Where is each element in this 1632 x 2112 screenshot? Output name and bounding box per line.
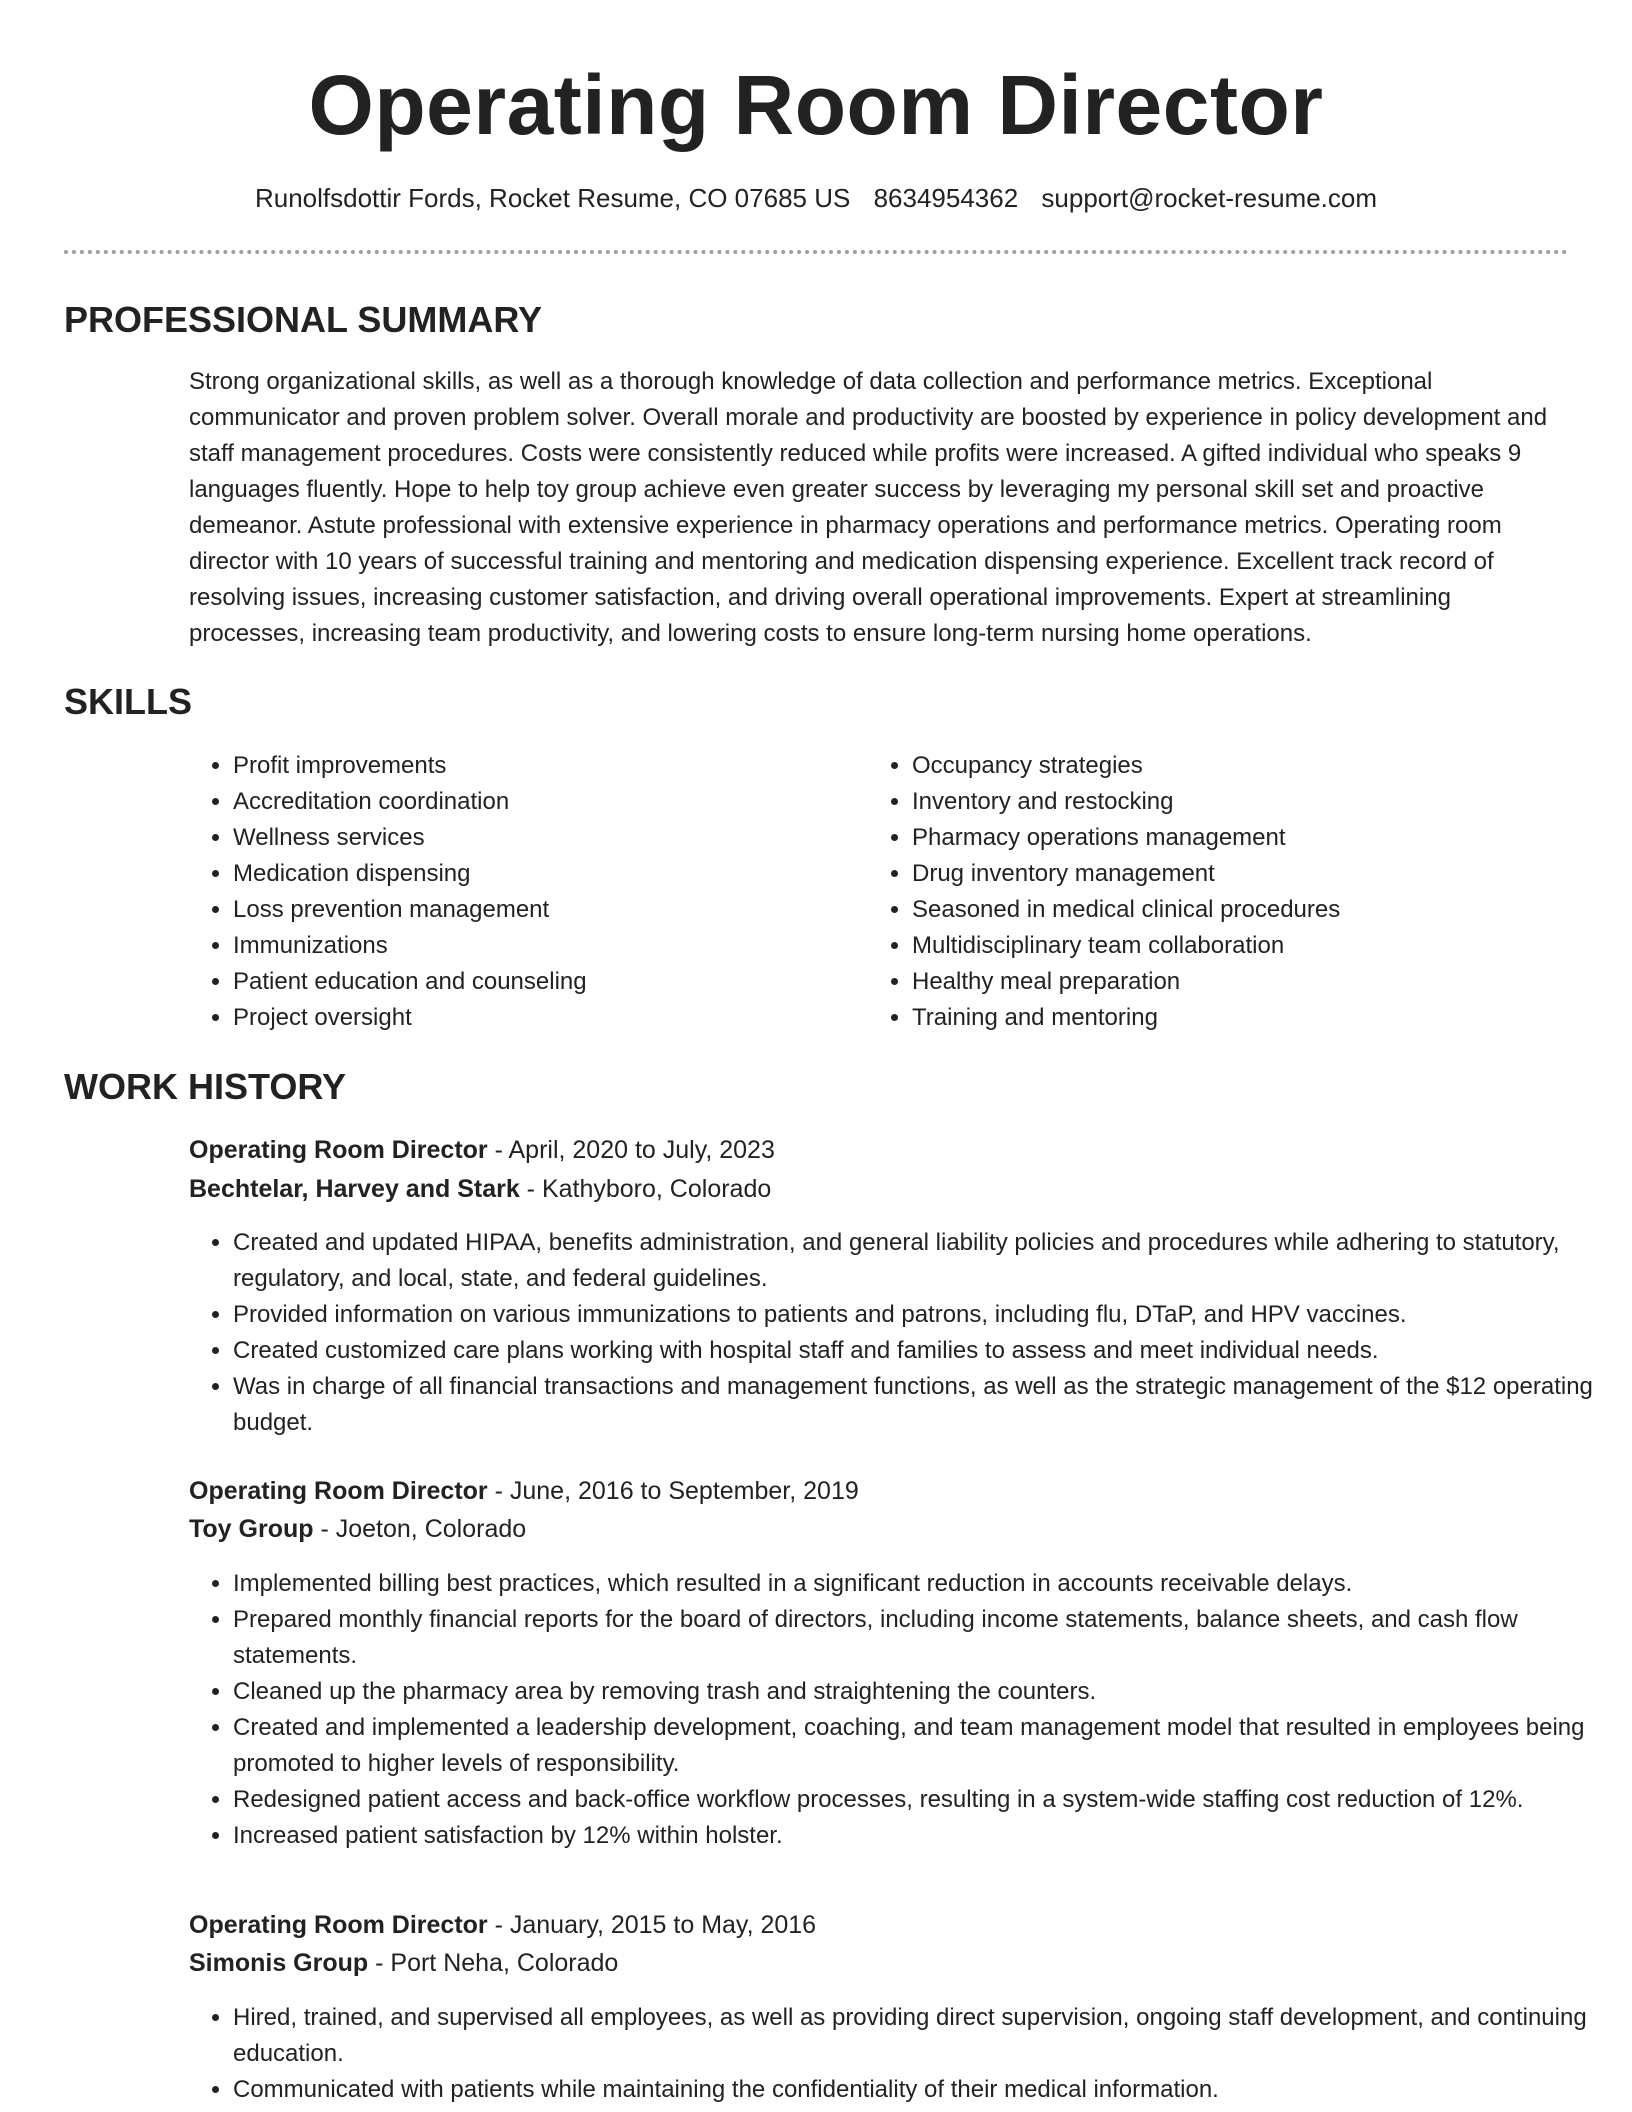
job-company-line	[189, 1170, 771, 1208]
contact-address: Runolfsdottir Fords, Rocket Resume, CO 07685 US	[254, 183, 851, 213]
job-bullet: • Redesigned patient access and back-office workflow processes, resulting in a system-wide staffing cost reduction of 12%.	[233, 1782, 1613, 1818]
job-bullets	[189, 1566, 1613, 1854]
job-bullet: • Cleaned up the pharmacy area by removing trash and straightening the counters.	[233, 1674, 1613, 1710]
job-role: Operating Room Director	[189, 1911, 488, 1939]
job-bullet: • Created customized care plans working with hospital staff and families to assess and meet individual needs.	[233, 1333, 1613, 1369]
skill-item: • Immunizations	[233, 928, 873, 964]
job-company-line	[189, 1944, 618, 1982]
skill-item: • Multidisciplinary team collaboration	[912, 928, 1612, 964]
job-title-line	[189, 1906, 816, 1944]
job-dates: - April, 2020 to July, 2023	[487, 1136, 775, 1164]
skill-item: • Patient education and counseling	[233, 964, 873, 1000]
skill-item: • Wellness services	[233, 820, 873, 856]
job-location: - Joeton, Colorado	[313, 1515, 527, 1543]
job-dates: - June, 2016 to September, 2019	[487, 1477, 859, 1505]
job-bullets	[189, 2000, 1613, 2108]
job-role: Operating Room Director	[189, 1477, 488, 1505]
job-bullets	[189, 1225, 1613, 1441]
job-dates: - January, 2015 to May, 2016	[487, 1911, 817, 1939]
job-bullet: • Provided information on various immunizations to patients and patrons, including flu, DTaP, and HPV vaccines.	[233, 1297, 1613, 1333]
job-bullet: • Prepared monthly financial reports for the board of directors, including income statements, balance sheets, and cash flow statements.	[233, 1602, 1613, 1674]
job-company: Toy Group	[189, 1515, 314, 1543]
skill-item: • Pharmacy operations management	[912, 820, 1612, 856]
skill-item: • Project oversight	[233, 1000, 873, 1036]
header-divider	[64, 250, 1568, 254]
job-location: - Kathyboro, Colorado	[519, 1175, 772, 1203]
job-bullet: • Created and implemented a leadership development, coaching, and team management model that resulted in employees being promoted to higher levels of responsibility.	[233, 1710, 1613, 1782]
skill-item: • Occupancy strategies	[912, 748, 1612, 784]
job-title-line	[189, 1131, 775, 1169]
contact-email[interactable]: support@rocket-resume.com	[1041, 183, 1378, 213]
job-bullet: • Communicated with patients while maintaining the confidentiality of their medical information.	[233, 2072, 1613, 2108]
resume-title: Operating Room Director	[308, 58, 1324, 152]
job-bullet: • Hired, trained, and supervised all employees, as well as providing direct supervision, ongoing staff development, and continuing education.	[233, 2000, 1613, 2072]
skills-list-right	[868, 748, 1612, 1036]
job-company-line	[189, 1510, 526, 1548]
skill-item: • Training and mentoring	[912, 1000, 1612, 1036]
skill-item: • Healthy meal preparation	[912, 964, 1612, 1000]
skill-item: • Inventory and restocking	[912, 784, 1612, 820]
job-bullet: • Created and updated HIPAA, benefits administration, and general liability policies and procedures while adhering to statutory, regulatory, and local, state, and federal guidelines.	[233, 1225, 1613, 1297]
skill-item: • Loss prevention management	[233, 892, 873, 928]
skill-item: • Accreditation coordination	[233, 784, 873, 820]
skill-item: • Medication dispensing	[233, 856, 873, 892]
skill-item: • Seasoned in medical clinical procedures	[912, 892, 1612, 928]
skills-heading: SKILLS	[64, 681, 193, 722]
contact-line	[0, 180, 1632, 216]
work-history-heading: WORK HISTORY	[64, 1066, 347, 1107]
job-bullet: • Was in charge of all financial transactions and management functions, as well as the strategic management of the $12 operating budget.	[233, 1369, 1613, 1441]
skill-item: • Profit improvements	[233, 748, 873, 784]
job-role: Operating Room Director	[189, 1136, 488, 1164]
job-bullet: • Increased patient satisfaction by 12% within holster.	[233, 1818, 1613, 1854]
job-title-line	[189, 1472, 859, 1510]
job-bullet: • Implemented billing best practices, which resulted in a significant reduction in accounts receivable delays.	[233, 1566, 1613, 1602]
job-company: Bechtelar, Harvey and Stark	[189, 1175, 520, 1203]
skills-list-left	[189, 748, 873, 1036]
contact-phone: 8634954362	[873, 183, 1019, 213]
summary-heading: PROFESSIONAL SUMMARY	[64, 299, 543, 340]
job-location: - Port Neha, Colorado	[368, 1949, 619, 1977]
skill-item: • Drug inventory management	[912, 856, 1612, 892]
job-company: Simonis Group	[189, 1949, 369, 1977]
summary-text: Strong organizational skills, as well as a thorough knowledge of data collection and performance metrics. Exceptional communicator and proven problem solver. Overall morale and productivity are boosted by experience in policy development and staff management procedures. Costs were consistently reduced while profits were increased. A gifted individual who speaks 9 languages fluently. Hope to help toy group achieve even greater success by leveraging my personal skill set and proactive demeanor. Astute professional with extensive experience in pharmacy operations and performance metrics. Operating room director with 10 years of successful training and mentoring and medication dispensing experience. Excellent track record of resolving issues, increasing customer satisfaction, and driving overall operational improvements. Expert at streamlining processes, increasing team productivity, and lowering costs to ensure long-term nursing home operations.	[189, 368, 1548, 647]
